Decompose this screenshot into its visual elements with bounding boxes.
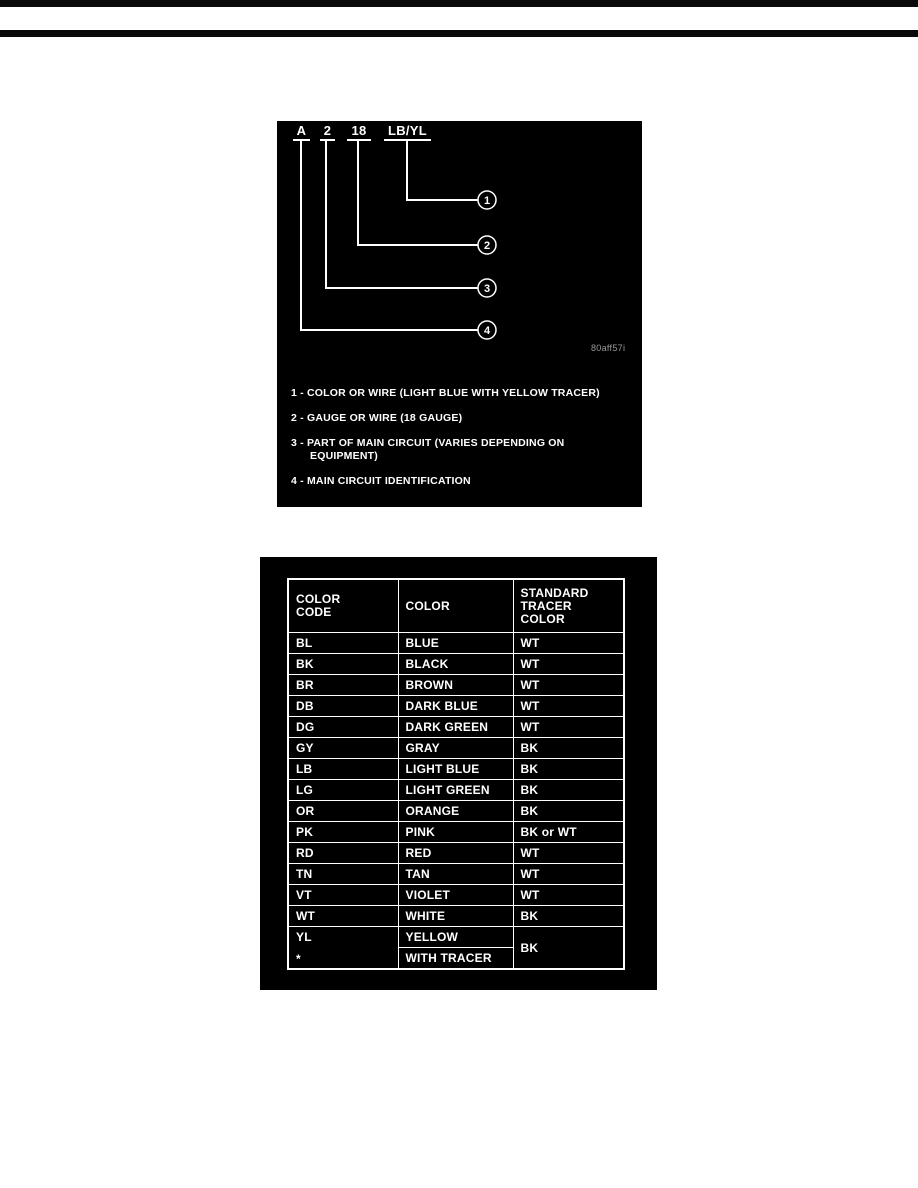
color-code-cell: DB (288, 696, 398, 717)
legend-item-3: 3 - PART OF MAIN CIRCUIT (VARIES DEPENDING ON (291, 437, 565, 449)
callout-number-2: 2 (483, 240, 491, 252)
color-name-cell: DARK BLUE (398, 696, 513, 717)
table-row (288, 885, 624, 906)
tracer-cell: WT (513, 633, 624, 654)
asterisk-note-code: * (296, 951, 301, 966)
color-name-cell: DARK GREEN (398, 717, 513, 738)
wire-code-circuit-part-label: 2 (320, 124, 335, 141)
tracer-cell: BK (513, 906, 624, 927)
tracer-cell: BK (513, 738, 624, 759)
tracer-cell: WT (513, 675, 624, 696)
header-color-code: COLOR CODE (288, 579, 398, 633)
callout-line-2 (358, 140, 478, 245)
color-code-table (287, 578, 625, 970)
callout-line-4 (301, 140, 478, 330)
color-code-cell: TN (288, 864, 398, 885)
callout-number-4: 4 (483, 325, 491, 337)
color-code-cell: LG (288, 780, 398, 801)
legend-item-2: 2 - GAUGE OR WIRE (18 GAUGE) (291, 412, 463, 424)
color-name-cell: BROWN (398, 675, 513, 696)
table-row (288, 738, 624, 759)
tracer-cell: WT (513, 717, 624, 738)
figure-reference-number: 80aff57i (591, 343, 626, 353)
tracer-cell: BK (513, 801, 624, 822)
color-name-cell: BLUE (398, 633, 513, 654)
page-second-rule (0, 30, 918, 37)
tracer-cell: BK or WT (513, 822, 624, 843)
tracer-cell: WT (513, 864, 624, 885)
page-top-rule (0, 0, 918, 7)
color-code-cell: BL (288, 633, 398, 654)
color-name-cell: GRAY (398, 738, 513, 759)
color-name-cell: LIGHT BLUE (398, 759, 513, 780)
tracer-cell: WT (513, 696, 624, 717)
tracer-cell: BK (513, 780, 624, 801)
table-body (288, 633, 624, 927)
table-row (288, 864, 624, 885)
table-row-yellow (288, 927, 624, 948)
callout-number-1: 1 (483, 195, 491, 207)
header-color: COLOR (398, 579, 513, 633)
table-row (288, 696, 624, 717)
tracer-cell: WT (513, 654, 624, 675)
table-row (288, 843, 624, 864)
color-name-cell: TAN (398, 864, 513, 885)
callout-line-3 (326, 140, 478, 288)
legend-item-4: 4 - MAIN CIRCUIT IDENTIFICATION (291, 475, 471, 487)
color-code-cell: DG (288, 717, 398, 738)
table-row (288, 906, 624, 927)
header-tracer: STANDARD TRACER COLOR (513, 579, 624, 633)
table-row (288, 633, 624, 654)
color-code-cell: LB (288, 759, 398, 780)
color-name-cell: WHITE (398, 906, 513, 927)
tracer-cell: BK (513, 927, 624, 970)
color-name-cell: LIGHT GREEN (398, 780, 513, 801)
wire-code-color-label: LB/YL (384, 124, 431, 141)
color-code-cell: RD (288, 843, 398, 864)
table-footer (288, 927, 624, 970)
color-code-cell: BR (288, 675, 398, 696)
table-row (288, 780, 624, 801)
table-row (288, 675, 624, 696)
table-row (288, 654, 624, 675)
color-code-cell: BK (288, 654, 398, 675)
color-code-cell: OR (288, 801, 398, 822)
tracer-cell: BK (513, 759, 624, 780)
table-row (288, 717, 624, 738)
table-row (288, 759, 624, 780)
wire-code-main-circuit-label: A (293, 124, 310, 141)
callout-number-3: 3 (483, 283, 491, 295)
callout-line-1 (407, 140, 478, 200)
wire-code-gauge-label: 18 (347, 124, 371, 141)
figure-color-code-table (260, 557, 657, 990)
color-name-cell: VIOLET (398, 885, 513, 906)
color-name-cell: PINK (398, 822, 513, 843)
color-name-cell: YELLOW (398, 927, 513, 948)
figure-legend (291, 387, 600, 500)
yellow-code: YL (296, 929, 312, 944)
legend-item-1: 1 - COLOR OR WIRE (LIGHT BLUE WITH YELLOW TRACER) (291, 387, 600, 399)
color-code-cell: PK (288, 822, 398, 843)
color-code-cell: WT (288, 906, 398, 927)
tracer-cell: WT (513, 885, 624, 906)
color-name-cell: BLACK (398, 654, 513, 675)
color-name-cell: ORANGE (398, 801, 513, 822)
tracer-cell: WT (513, 843, 624, 864)
legend-item-3-cont: EQUIPMENT) (310, 450, 378, 462)
color-name-cell: RED (398, 843, 513, 864)
table-row (288, 801, 624, 822)
figure-wire-code-diagram (277, 121, 642, 507)
color-code-cell: VT (288, 885, 398, 906)
tracer-note-cell: WITH TRACER (398, 948, 513, 970)
color-code-cell: GY (288, 738, 398, 759)
color-code-cell (288, 927, 398, 970)
table-header (288, 579, 624, 633)
table-row (288, 822, 624, 843)
